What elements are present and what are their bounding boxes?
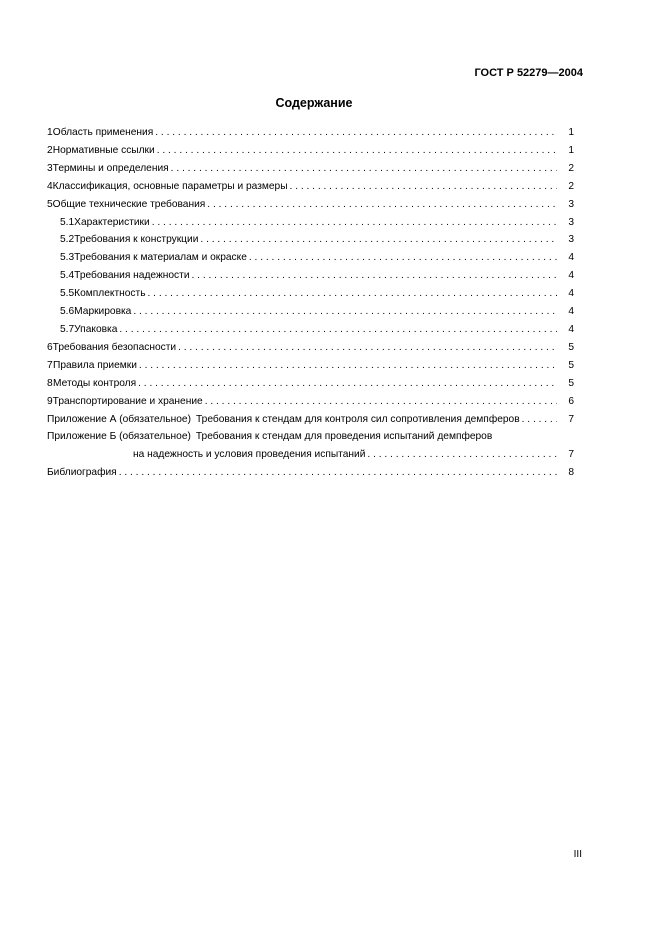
dot-leader [171,160,557,178]
toc-items [47,124,574,411]
toc-item-title: Требования к материалам и окраске [74,252,247,264]
toc-item-page: 1 [568,127,574,138]
toc-appendix-a[interactable] [47,411,574,429]
toc-item-title: Термины и определения [52,162,169,174]
toc-item-number: 1 [47,127,53,138]
toc-item-title: Маркировка [74,306,132,318]
toc-item[interactable] [47,231,574,249]
toc-item-number: 4 [47,180,53,192]
toc-item-page: 5 [568,377,574,389]
dot-leader [178,339,557,357]
toc-item[interactable] [47,160,574,178]
dot-leader [119,464,557,482]
appendix-b-line2 [47,446,574,464]
dot-leader [205,393,557,411]
appendix-b-page: 7 [568,449,574,461]
dot-leader [249,249,557,267]
toc-item-number: 5.1 [60,216,75,228]
appendix-a-page: 7 [568,413,574,425]
toc-item-title: Методы контроля [53,377,137,389]
toc-item[interactable] [47,321,574,339]
toc-item-number: 3 [47,162,53,174]
appendix-b-line1 [47,428,574,446]
toc-item-number: 9 [47,395,53,407]
toc-item[interactable] [47,178,574,196]
toc-item-title: Характеристики [74,216,150,228]
toc-item[interactable] [47,375,574,393]
toc-item-page: 4 [568,252,574,264]
appendix-b-text-line1: Требования к стендам для проведения испытаний демпферов [195,431,493,443]
dot-leader [367,446,557,464]
bibliography-label: Библиография [47,467,117,479]
toc-item-page: 2 [568,180,574,192]
toc-item-page: 3 [568,198,574,210]
dot-leader [155,124,557,142]
toc-item-title: Общие технические требования [52,198,206,210]
toc-item-title: Требования надежности [74,270,190,282]
toc-item-title: Правила приемки [53,359,137,371]
toc-item-title: Упаковка [74,323,118,335]
toc-item[interactable] [47,142,574,160]
toc-item-number: 5.2 [60,234,75,246]
toc-bibliography[interactable] [47,464,574,482]
toc-item-number: 6 [47,341,53,353]
toc-item-number: 5.3 [60,252,75,264]
toc-item-number: 5.5 [60,288,75,300]
dot-leader [148,285,558,303]
dot-leader [192,267,557,285]
appendix-a-text: Требования к стендам для контроля сил сопротивления демпферов [196,413,520,425]
toc-item-title: Требования безопасности [52,341,177,353]
toc-item-number: 5.4 [60,270,75,282]
dot-leader [152,214,557,232]
toc-item-number: 8 [47,377,53,389]
document-code: ГОСТ Р 52279—2004 [474,67,583,79]
table-of-contents [47,124,574,482]
toc-item-page: 5 [568,359,574,371]
toc-item-page: 3 [568,234,574,246]
toc-item-number: 5.6 [60,306,75,318]
toc-item-number: 5.7 [60,323,75,335]
toc-item-page: 4 [568,270,574,282]
dot-leader [138,375,557,393]
toc-item-title: Нормативные ссылки [52,144,155,156]
toc-item[interactable] [47,285,574,303]
toc-item[interactable] [47,393,574,411]
toc-item-title: Область применения [52,127,154,138]
toc-item-page: 4 [568,323,574,335]
dot-leader [133,303,557,321]
appendix-b-text-line2: на надежность и условия проведения испытаний [133,449,366,461]
toc-item-title: Комплектность [74,288,146,300]
toc-item[interactable] [47,124,574,142]
toc-item-title: Требования к конструкции [74,234,199,246]
toc-title: Содержание [275,96,353,110]
toc-item-title: Классификация, основные параметры и размеры [52,180,288,192]
toc-item-number: 7 [47,359,53,371]
dot-leader [139,357,557,375]
toc-item[interactable] [47,196,574,214]
toc-item-title: Транспортирование и хранение [52,395,203,407]
appendix-b-label: Приложение Б (обязательное) [47,431,191,443]
toc-item-page: 4 [568,306,574,318]
dot-leader [290,178,557,196]
toc-item[interactable] [47,303,574,321]
bibliography-page: 8 [568,467,574,479]
toc-item-page: 2 [568,162,574,174]
toc-item-page: 5 [568,341,574,353]
dot-leader [119,321,557,339]
appendix-a-label: Приложение А (обязательное) [47,413,191,425]
toc-item-page: 3 [568,216,574,228]
page-number: III [573,849,582,860]
toc-item-number: 5 [47,198,53,210]
toc-item[interactable] [47,267,574,285]
dot-leader [207,196,557,214]
toc-item[interactable] [47,214,574,232]
toc-item-page: 4 [568,288,574,300]
toc-item[interactable] [47,339,574,357]
toc-item-number: 2 [47,144,53,156]
toc-appendix-b[interactable] [47,428,574,464]
dot-leader [157,142,557,160]
dot-leader [522,411,557,429]
toc-item[interactable] [47,249,574,267]
toc-item-page: 1 [568,144,574,156]
dot-leader [200,231,557,249]
toc-item-page: 6 [568,395,574,407]
toc-item[interactable] [47,357,574,375]
